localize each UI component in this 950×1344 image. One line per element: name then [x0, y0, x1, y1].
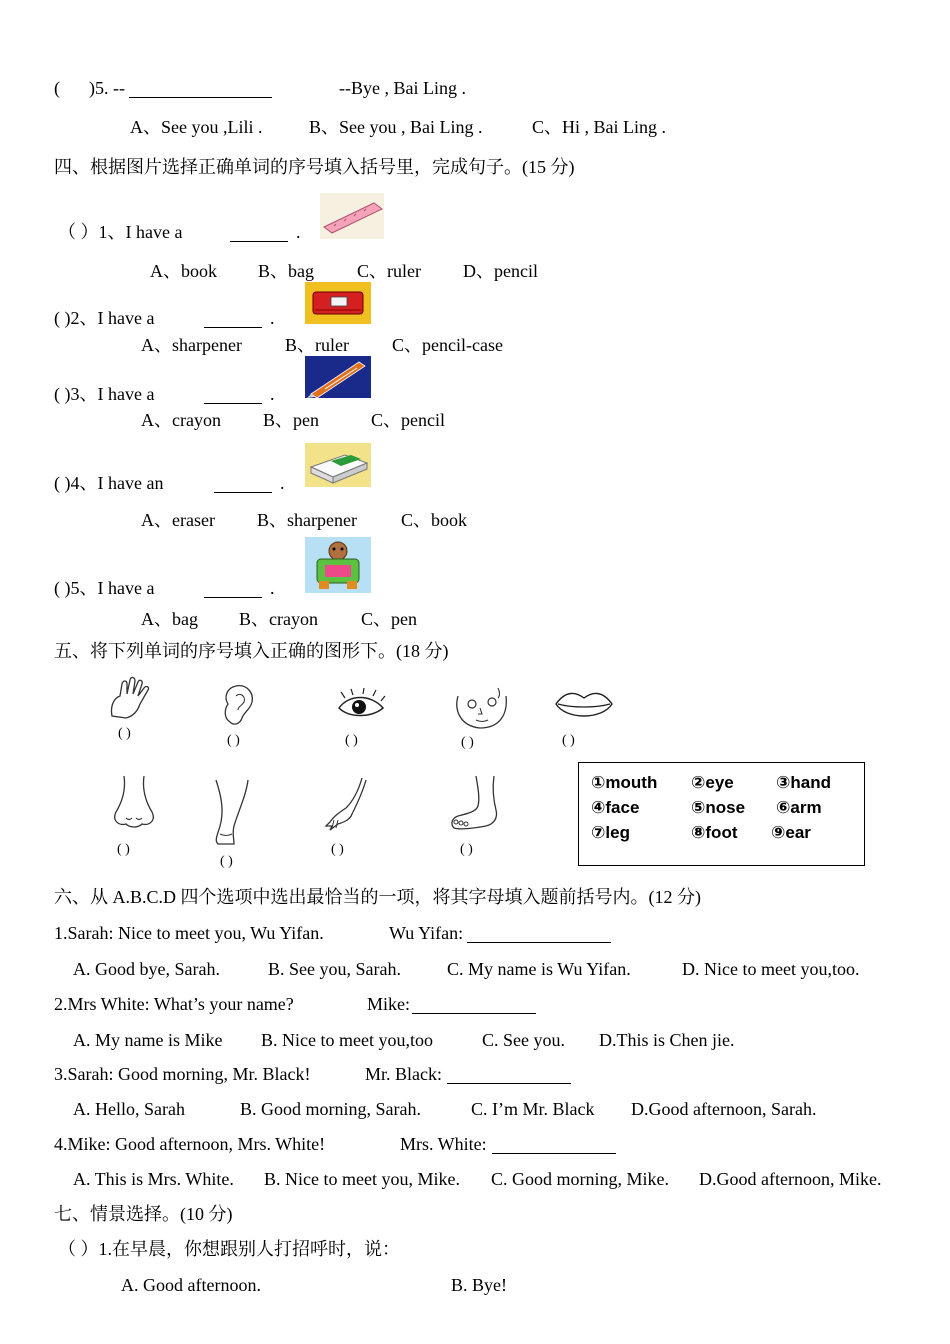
s4-1-prefix: （ ）1、I have a [58, 222, 183, 242]
paren-ear[interactable]: ( ) [227, 733, 240, 748]
s6-1-option-a: A. Good bye, Sarah. [73, 959, 220, 979]
paren-face[interactable]: ( ) [461, 735, 474, 750]
s4-5-option-c: C、pen [361, 609, 417, 629]
s6-3-responder: Mr. Black: [365, 1064, 442, 1084]
section7-title: 七、情景选择。(10 分) [54, 1204, 233, 1224]
s6-4-question: 4.Mike: Good afternoon, Mrs. White! [54, 1134, 326, 1154]
s6-3-question: 3.Sarah: Good morning, Mr. Black! [54, 1064, 311, 1084]
s6-3-option-c: C. I’m Mr. Black [471, 1099, 595, 1119]
word-hand: ③hand [776, 773, 832, 792]
s4-1-option-c: C、ruler [357, 261, 421, 281]
s6-2-question: 2.Mrs White: What’s your name? [54, 994, 294, 1014]
word-bank-box [578, 762, 865, 866]
q3-5-blank[interactable] [129, 79, 272, 98]
s4-2-prefix: ( )2、I have a [54, 308, 155, 328]
s6-2-option-d: D.This is Chen jie. [599, 1030, 735, 1050]
s6-3-option-d: D.Good afternoon, Sarah. [631, 1099, 817, 1119]
paren-hand[interactable]: ( ) [118, 726, 131, 741]
s6-3-option-b: B. Good morning, Sarah. [240, 1099, 421, 1119]
s4-5-option-a: A、bag [141, 609, 198, 629]
s4-1-blank[interactable] [230, 223, 288, 242]
s4-4-blank[interactable] [214, 474, 272, 493]
s7-1-question: （ ）1.在早晨，你想跟别人打招呼时，说： [58, 1239, 400, 1259]
word-face: ④face [591, 798, 640, 817]
arm-icon [322, 776, 368, 832]
q3-5-number: )5. -- [89, 78, 125, 98]
s4-3-blank[interactable] [204, 385, 262, 404]
s6-2-option-c: C. See you. [482, 1030, 565, 1050]
pencil-case-picture [305, 282, 371, 324]
ear-icon [218, 682, 260, 728]
q3-5-option-c: C、Hi , Bai Ling . [532, 117, 666, 137]
s4-2-option-a: A、sharpener [141, 335, 242, 355]
s4-3-option-b: B、pen [263, 410, 319, 430]
s6-2-responder: Mike: [367, 994, 410, 1014]
q3-5-option-b: B、See you , Bai Ling . [309, 117, 483, 137]
hand-icon [108, 676, 160, 722]
s6-1-option-d: D. Nice to meet you,too. [682, 959, 860, 979]
s6-4-responder: Mrs. White: [400, 1134, 487, 1154]
bag-picture [305, 537, 371, 593]
s6-4-option-a: A. This is Mrs. White. [73, 1169, 234, 1189]
s4-3-option-c: C、pencil [371, 410, 445, 430]
word-mouth: ①mouth [591, 773, 658, 792]
s6-4-option-c: C. Good morning, Mike. [491, 1169, 669, 1189]
q3-5-option-a: A、See you ,Lili . [130, 117, 263, 137]
q3-5-paren[interactable]: ( [54, 78, 60, 98]
s6-1-blank[interactable] [467, 924, 611, 943]
s6-4-blank[interactable] [492, 1135, 616, 1154]
word-foot: ⑧foot [691, 823, 738, 842]
s4-2-blank[interactable] [204, 309, 262, 328]
mouth-icon [552, 684, 616, 728]
paren-mouth[interactable]: ( ) [562, 733, 575, 748]
s6-3-option-a: A. Hello, Sarah [73, 1099, 185, 1119]
foot-icon [448, 774, 502, 832]
s4-4-suffix: . [280, 473, 285, 493]
s6-2-blank[interactable] [412, 995, 536, 1014]
s4-1-option-b: B、bag [258, 261, 314, 281]
s6-4-option-b: B. Nice to meet you, Mike. [264, 1169, 460, 1189]
face-icon [450, 684, 514, 732]
s4-2-option-b: B、ruler [285, 335, 349, 355]
s4-4-option-a: A、eraser [141, 510, 215, 530]
s4-2-suffix: . [270, 308, 275, 328]
s4-1-suffix: . [296, 222, 301, 242]
s6-3-blank[interactable] [447, 1065, 571, 1084]
s6-1-question: 1.Sarah: Nice to meet you, Wu Yifan. [54, 923, 324, 943]
s4-4-option-c: C、book [401, 510, 468, 530]
s4-4-prefix: ( )4、I have an [54, 473, 164, 493]
word-eye: ②eye [691, 773, 734, 792]
section6-title: 六、从 A.B.C.D 四个选项中选出最恰当的一项，将其字母填入题前括号内。(12 分) [54, 887, 701, 907]
pen-picture [305, 356, 371, 398]
paren-arm[interactable]: ( ) [331, 842, 344, 857]
s6-4-option-d: D.Good afternoon, Mike. [699, 1169, 882, 1189]
paren-nose[interactable]: ( ) [117, 842, 130, 857]
s4-5-option-b: B、crayon [239, 609, 318, 629]
s4-1-option-a: A、book [150, 261, 217, 281]
paren-leg[interactable]: ( ) [220, 854, 233, 869]
ruler-picture [320, 193, 384, 239]
s4-2-option-c: C、pencil-case [392, 335, 503, 355]
s6-1-option-c: C. My name is Wu Yifan. [447, 959, 631, 979]
nose-icon [110, 774, 158, 830]
paren-foot[interactable]: ( ) [460, 842, 473, 857]
word-ear: ⑨ear [771, 823, 811, 842]
section5-title: 五、将下列单词的序号填入正确的图形下。(18 分) [54, 641, 449, 661]
s4-3-option-a: A、crayon [141, 410, 221, 430]
eye-icon [335, 688, 387, 724]
s7-1-option-b: B. Bye! [451, 1275, 507, 1295]
word-leg: ⑦leg [591, 823, 630, 842]
s6-1-option-b: B. See you, Sarah. [268, 959, 401, 979]
s4-3-prefix: ( )3、I have a [54, 384, 155, 404]
word-arm: ⑥arm [776, 798, 822, 817]
eraser-picture [305, 443, 371, 487]
s6-1-responder: Wu Yifan: [389, 923, 464, 943]
section4-title: 四、根据图片选择正确单词的序号填入括号里，完成句子。(15 分) [54, 157, 575, 177]
s4-1-option-d: D、pencil [463, 261, 538, 281]
s7-1-option-a: A. Good afternoon. [121, 1275, 261, 1295]
s4-4-option-b: B、sharpener [257, 510, 357, 530]
s4-5-blank[interactable] [204, 579, 262, 598]
leg-icon [208, 778, 260, 848]
s4-3-suffix: . [270, 384, 275, 404]
s4-5-prefix: ( )5、I have a [54, 578, 155, 598]
paren-eye[interactable]: ( ) [345, 733, 358, 748]
s6-2-option-a: A. My name is Mike [73, 1030, 223, 1050]
s6-2-option-b: B. Nice to meet you,too [261, 1030, 433, 1050]
q3-5-reply: --Bye , Bai Ling . [339, 78, 466, 98]
s4-5-suffix: . [270, 578, 275, 598]
word-nose: ⑤nose [691, 798, 746, 817]
